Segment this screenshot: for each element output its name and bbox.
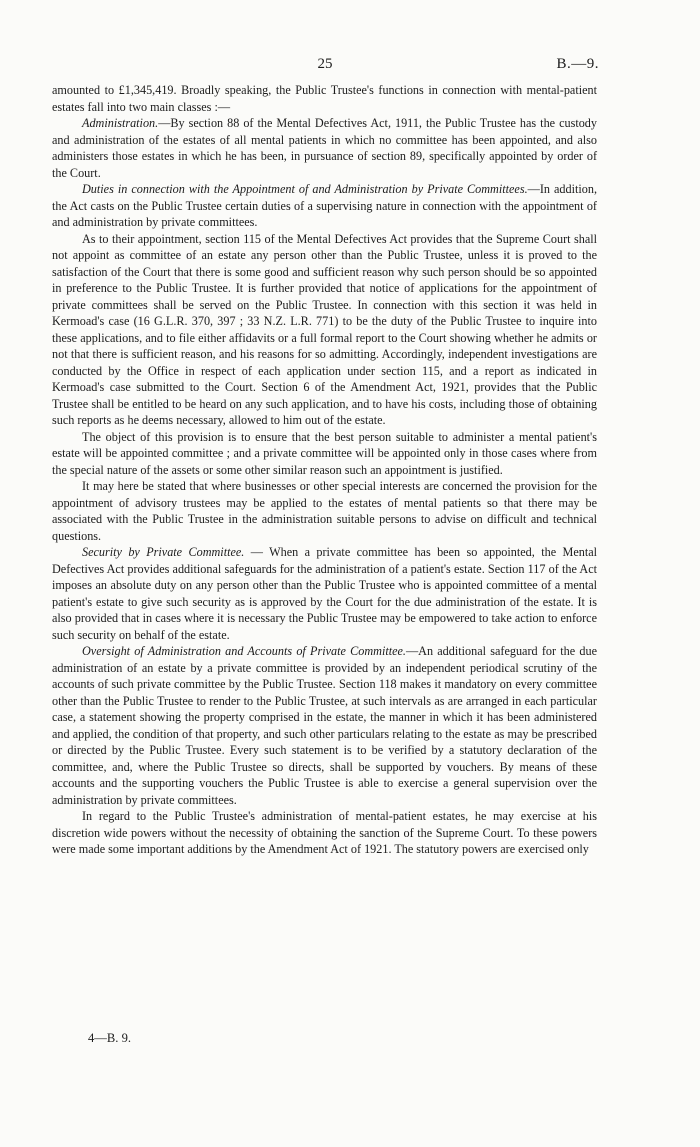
paragraph [52, 115, 597, 181]
paragraph [52, 181, 597, 231]
paragraph-text: As to their appointment, section 115 of the Mental Defectives Act provides that the Supreme Court shall not appoint as committee of an estate any person other than the Public Trustee, unless it is proved to the satisfaction of the Court that there is some good and sufficient reason why such person should be so appointed in preference to the Public Trustee. It is further provided that notice of applications for the appointment of private committees shall be served on the Public Trustee. In connection with this section it was held in Kermoad's case (16 G.L.R. 370, 397 ; 33 N.Z. L.R. 771) to be the duty of the Public Trustee to inquire into these applications, and to file either affidavits or a full formal report to the Court showing whether he admits or not that there is sufficient reason, and his reasons for so admitting. Accordingly, independent investigations are conducted by the Office in respect of each application under section 115, and a report as indicated in Kermoad's case submitted to the Court. Section 6 of the Amendment Act, 1921, provides that the Public Trustee shall be entitled to be heard on any such application, and to have his costs, including those of obtaining such reports as he deems necessary, allowed to him out of the estate. [52, 231, 597, 427]
page-number: 25 [317, 56, 333, 72]
paragraph-heading: Oversight of Administration and Accounts of Private Committee. [82, 644, 406, 658]
paragraph-heading: Duties in connection with the Appointment of and Administration by Private Committees. [82, 182, 528, 196]
document-reference: B.—9. [556, 56, 599, 72]
paragraph-text: The object of this provision is to ensure that the best person suitable to administer a mental patient's estate will be appointed committee ; and a private committee will be appointed only in those cases where from the special nature of the assets or some other similar reason such an appointment is justified. [52, 429, 597, 477]
paragraph-text: —In addition, the Act casts on the Public Trustee certain duties of a supervising nature in connection with the appointment of and administration by private committees. [52, 182, 597, 229]
paragraph-heading: Administration. [82, 116, 159, 130]
body-text [52, 82, 597, 858]
paragraph [52, 82, 597, 115]
paragraph-text: — When a private committee has been so appointed, the Mental Defectives Act provides additional safeguards for the administration of a patient's estate. Section 117 of the Act imposes an absolute duty on any person other than the Public Trustee who is appointed committee of a mental patient's estate to give such security as is approved by the Court for the due administration of the estate. It is also provided that in cases where it is necessary the Public Trustee may be empowered to take action to enforce such security on behalf of the estate. [52, 545, 598, 642]
signature-mark: 4—B. 9. [88, 1031, 132, 1045]
paragraph [52, 429, 597, 479]
paragraph [52, 643, 597, 808]
paragraph-text: —An additional safeguard for the due administration of an estate by a private committee is provided by an independent periodical scrutiny of the accounts of such private committee by the Public Trustee. Section 118 makes it mandatory on every committee other than the Public Trustee to render to the Public Trustee, at such intervals as are arranged in each particular case, a statement showing the property comprised in the estate, the manner in which it has been administered and applied, the condition of that property, and such other particulars relating to the estate as may be prescribed or directed by the Public Trustee. Every such statement is to be verified by a statutory declaration of the committee, and, where the Public Trustee so directs, shall be supported by vouchers. By means of these accounts and the supporting vouchers the Public Trustee is able to exercise a general supervision over the administration by private committees. [52, 644, 597, 807]
paragraph-text: It may here be stated that where businesses or other special interests are concerned the provision for the appointment of advisory trustees may be applied to the estates of mental patients so that there may be associated with the Public Trustee in the administration suitable persons to advise on difficult and technical questions. [52, 479, 597, 543]
paragraph-text: amounted to £1,345,419. Broadly speaking, the Public Trustee's functions in connection with mental-patient estates fall into two main classes :— [52, 83, 597, 114]
paragraph-text: In regard to the Public Trustee's administration of mental-patient estates, he may exercise at his discretion wide powers without the necessity of obtaining the sanction of the Supreme Court. To these powers were made some important additions by the Amendment Act of 1921. The statutory powers are exercised only [52, 809, 597, 856]
paragraph [52, 478, 597, 544]
paragraph [52, 231, 597, 429]
paragraph [52, 544, 597, 643]
paragraph [52, 808, 597, 858]
paragraph-heading: Security by Private Committee. [82, 545, 245, 559]
paragraph-text: —By section 88 of the Mental Defectives Act, 1911, the Public Trustee has the custody and administration of the estates of all mental patients in which no committee has been appointed, and also administers those estates in which he has been, in pursuance of section 89, specifically appointed by order of the Court. [52, 116, 597, 180]
